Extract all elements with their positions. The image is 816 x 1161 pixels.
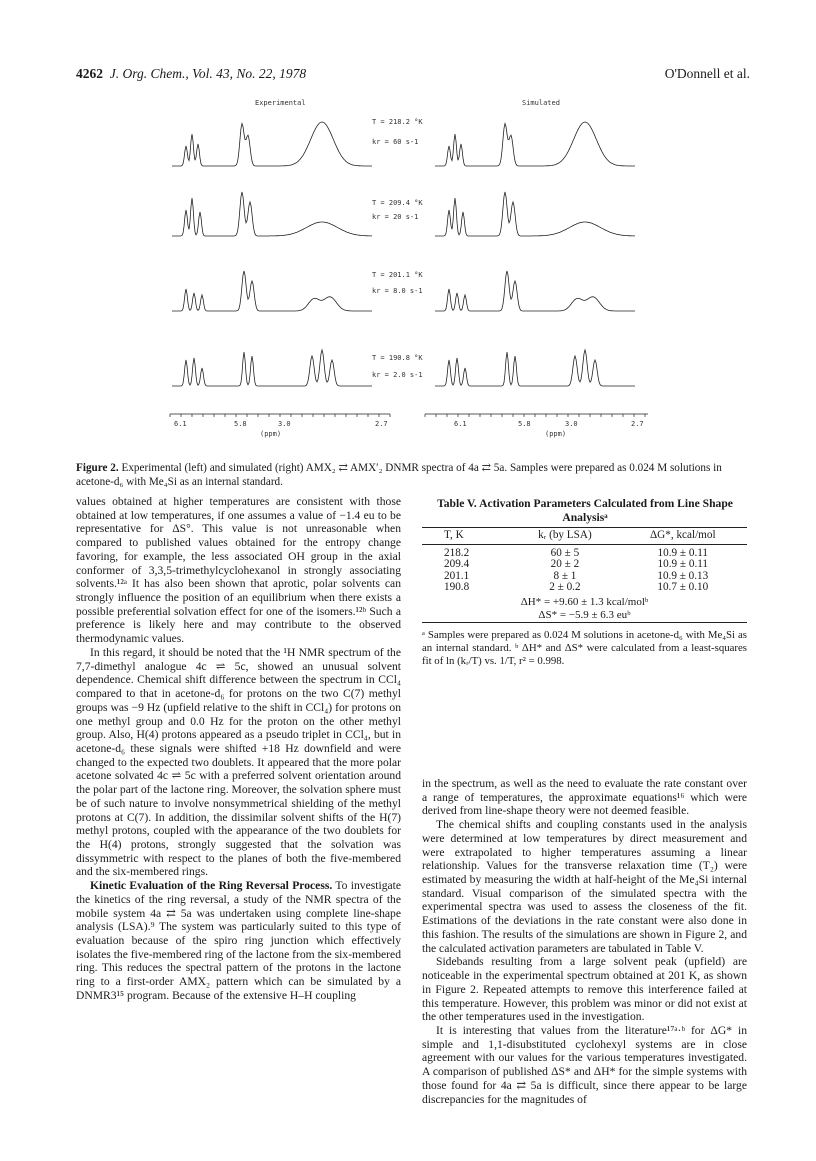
temp-3: T = 190.8 °K <box>372 354 423 362</box>
figure-caption-label: Figure 2. <box>76 462 119 474</box>
tick-left-3.0: 3.0 <box>278 420 291 428</box>
simulated-spectrum-1 <box>435 192 635 236</box>
simulated-spectrum-0 <box>435 122 635 166</box>
right-column <box>422 777 747 1106</box>
page-header-left <box>76 66 306 82</box>
section-heading-kinetic: Kinetic Evaluation of the Ring Reversal Process. <box>90 879 333 893</box>
figure-caption-text: Experimental (left) and simulated (right) AMX₂ ⇄ AMX′₂ DNMR spectra of 4a ⇄ 5a. Samples were prepared as 0.024 M solutions in acetone-d₆ with Me₄Si as an internal standard. <box>76 462 722 488</box>
table-row <box>422 582 747 594</box>
tick-left-2.7: 2.7 <box>375 420 388 428</box>
experimental-spectrum-1 <box>172 192 372 236</box>
right-paragraph-4: It is interesting that values from the literature¹⁷ᵃ·ᵇ for ΔG* in simple and 1,1-disubstituted cyclohexyl systems are in close agreement with our values for the various temperatures investigated. A comparison of published ΔS* and ΔH* for the simple systems with those found for 4a ⇄ 5a is difficult, since there appear to be large discrepancies for the magnitudes of <box>422 1023 747 1106</box>
label-experimental: Experimental <box>255 99 306 107</box>
experimental-spectrum-2 <box>172 271 372 311</box>
activation-parameters-table <box>422 527 747 594</box>
condition-1 <box>372 199 423 221</box>
right-paragraph-1: in the spectrum, as well as the need to evaluate the rate constant over a range of temperatures, the approximate equations¹⁶ which were derived from line-shape theory were not deemed feasible. <box>422 777 747 818</box>
simulated-spectrum-2 <box>435 271 635 311</box>
cell-rate: 2 ± 0.2 <box>549 581 581 594</box>
tick-right-5.8: 5.8 <box>518 420 531 428</box>
rate-0: kr = 60 s-1 <box>372 138 419 146</box>
table-footnote: ᵃ Samples were prepared as 0.024 M solutions in acetone-d₆ with Me₄Si as an internal standard. ᵇ ΔH* and ΔS* were calculated from a least-squares fit of ln (kᵣ/T) vs. 1/T, r² = 0.998. <box>422 629 747 667</box>
rate-3: kr = 2.0 s-1 <box>372 371 423 379</box>
label-simulated: Simulated <box>522 99 560 107</box>
cell-rate: 20 ± 2 <box>550 558 580 571</box>
cell-dg: 10.9 ± 0.13 <box>657 569 709 582</box>
tick-left-5.8: 5.8 <box>234 420 247 428</box>
left-paragraph-2: In this regard, it should be noted that the ¹H NMR spectrum of the 7,7-dimethyl analogue 4c ⇌ 5c, showed an unusual solvent dependence. Chemical shift difference between the spectrum in CCl₄ compared to that in acetone-d₆ for protons on the two C(7) methyl groups was −9 Hz (upfield relative to the shift in CCl₄) for protons on one methyl group and 0.0 Hz for the proton on the other methyl group. Also, H(4) protons appeared as a pseudo triplet in CCl₄, but in acetone-d₆ these signals were shifted +18 Hz downfield and were changed to the expected two doublets. It appeared that the more polar acetone solvated 4c ⇌ 5c with a preferred solvent orientation around the polar part of the lactone ring. Moreover, the solvation sphere must be of such nature to involve nonsymmetrical shielding of the methyl protons at C(7). In addition, the dissimilar solvent shifts of the H(7) methyl protons, coupled with the appearance of the two doublets for the H(4) protons, strongly suggested that the solvation was dissymmetric with respect to the planes of both the five-membered and the six-membered rings. <box>76 645 401 879</box>
experimental-spectrum-3 <box>172 350 372 386</box>
condition-2 <box>372 271 423 295</box>
table-header-row <box>422 528 747 545</box>
left-column <box>76 495 401 1003</box>
entropy-value: ΔS* = −5.9 ± 6.3 euᵇ <box>538 609 631 621</box>
left-paragraph-3 <box>76 879 401 1002</box>
cell-temp: 190.8 <box>444 581 470 594</box>
right-paragraph-2: The chemical shifts and coupling constants used in the analysis were determined at low temperatures by direct measurement and were extrapolated to higher temperatures assuming a linear relationship. Values for the transverse relaxation time (T₂) were estimated by measuring the width at half-height of the Me₄Si internal standard. Visual comparison of the simulated spectra with the experimental spectra was used to assess the closeness of the fit. Estimations of the deviations in the rate constant were also done in this fashion. The results of the simulations are shown in Figure 2, and the calculated activation parameters are tabulated in Table V. <box>422 818 747 955</box>
page-header-authors: O'Donnell et al. <box>664 66 750 81</box>
simulated-spectrum-3 <box>435 350 635 386</box>
col-temperature: T, K <box>422 528 511 545</box>
page-number: 4262 <box>76 66 103 81</box>
temp-0: T = 218.2 °K <box>372 118 423 126</box>
axis-unit-right: (ppm) <box>545 430 567 438</box>
experimental-spectrum-0 <box>172 122 372 166</box>
tick-right-6.1: 6.1 <box>454 420 467 428</box>
table-bottom-rule <box>422 622 747 623</box>
table-title: Table V. Activation Parameters Calculated from Line Shape Analysisᵃ <box>437 497 733 524</box>
condition-0 <box>372 118 423 146</box>
right-paragraph-3: Sidebands resulting from a large solvent peak (upfield) are noticeable in the experimental spectrum obtained at 201 K, as shown in Figure 2. Repeated attempts to remove this interference failed at this temperature. However, this problem was minor or did not exist at the other temperatures used in the investigation. <box>422 955 747 1024</box>
table-row <box>422 544 747 559</box>
temp-1: T = 209.4 °K <box>372 199 423 207</box>
rate-1: kr = 20 s-1 <box>372 213 419 221</box>
axis-unit-left: (ppm) <box>260 430 282 438</box>
cell-dg: 10.7 ± 0.10 <box>657 581 709 594</box>
left-paragraph-3-text: To investigate the kinetics of the ring reversal, a study of the NMR spectra of the mobile system 4a ⇄ 5a was undertaken using complete line-shape analysis (LSA).⁹ The system was particularly suited to this type of evaluation because of the spiro ring junction which effectively isolates the five-membered ring of the lactone from the six-membered ring. This reduces the spectral pattern of the protons in the lactone ring to a first-order AMX₂ pattern which can be simulated by a DNMR3¹⁵ program. Because of the extensive H–H coupling <box>76 879 402 1002</box>
tick-left-6.1: 6.1 <box>174 420 187 428</box>
journal-citation: J. Org. Chem., Vol. 43, No. 22, 1978 <box>109 66 307 81</box>
cell-temp: 201.1 <box>444 569 470 582</box>
figure-caption <box>76 462 746 489</box>
rate-2: kr = 8.0 s-1 <box>372 287 423 295</box>
spectra-traces <box>172 122 635 386</box>
cell-rate: 8 ± 1 <box>553 569 577 582</box>
tick-right-3.0: 3.0 <box>565 420 578 428</box>
temp-2: T = 201.1 °K <box>372 271 423 279</box>
enthalpy-value: ΔH* = +9.60 ± 1.3 kcal/molᵇ <box>520 596 649 608</box>
condition-3 <box>372 354 423 379</box>
cell-rate: 60 ± 5 <box>550 546 580 559</box>
table-derived-parameters <box>422 596 747 622</box>
left-paragraph-1: values obtained at higher temperatures are consistent with those obtained at low temperatures, if one assumes a value of −1.4 eu to be representative for ΔS°. This value is not unreasonable when compared to published values obtained for the entropy change favoring, for example, the less associated OH group in the axial conformer of 3,3,5-trimethylcyclohexanol in strongly associating solvents.¹²ᵃ It has also been shown that aprotic, polar solvents can strongly influence the position of an equilibrium when there exists a possible preferential solvation effect for one of the isomers.¹²ᵇ Such a preference is likely here and may contribute to the observed thermodynamic values. <box>76 495 401 646</box>
tick-right-2.7: 2.7 <box>631 420 644 428</box>
cell-temp: 218.2 <box>444 546 470 559</box>
nmr-spectra-figure <box>150 96 660 458</box>
cell-dg: 10.9 ± 0.11 <box>657 546 709 559</box>
cell-temp: 209.4 <box>444 558 470 571</box>
cell-dg: 10.9 ± 0.11 <box>657 558 709 571</box>
col-rate: kᵣ (by LSA) <box>511 528 618 545</box>
col-free-energy: ΔG*, kcal/mol <box>619 528 747 545</box>
